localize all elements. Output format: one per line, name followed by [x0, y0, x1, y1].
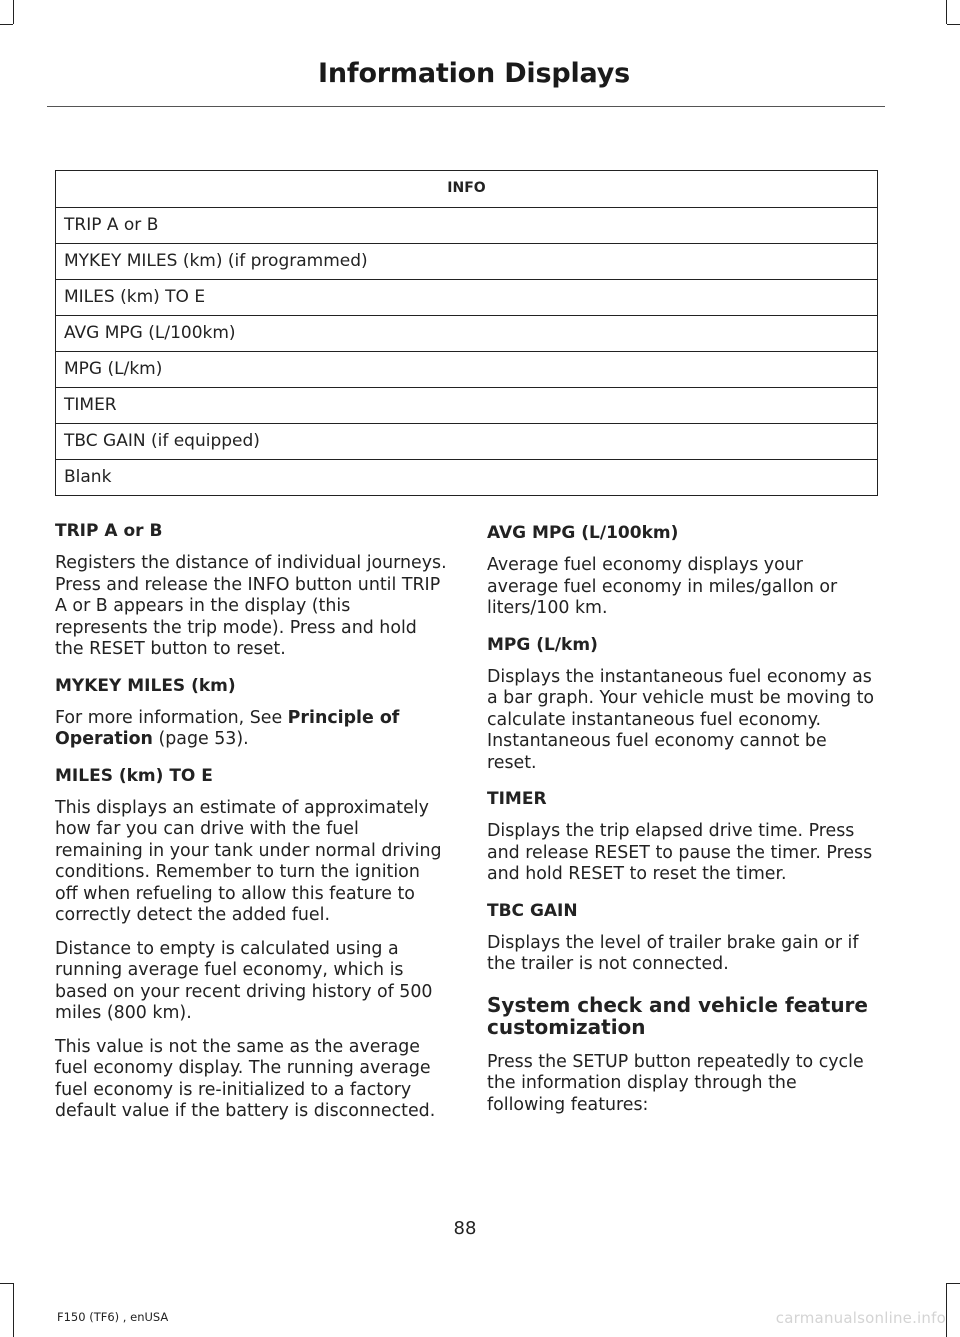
section-heading-trip: TRIP A or B [55, 521, 163, 541]
section-heading-tbc-gain: TBC GAIN [487, 900, 578, 921]
paragraph-dte-3: This value is not the same as the average fuel economy display. The running average fuel economy is re-initialized to a factory default value if the battery is disconnected. [55, 1036, 436, 1121]
mykey-text-pre: For more information, See [55, 707, 288, 728]
crop-mark-top-left-vertical [13, 0, 14, 24]
paragraph-dte-2: Distance to empty is calculated using a running average fuel economy, which is based on your recent driving history of 500 miles (800 km). [55, 938, 433, 1023]
section-heading-system-check: System check and vehicle feature customization [487, 992, 868, 1039]
table-row: AVG MPG (L/100km) [56, 315, 877, 351]
crop-mark-top-left-horizontal [0, 24, 13, 25]
table-row: MPG (L/km) [56, 351, 877, 387]
section-heading-timer: TIMER [487, 789, 547, 809]
paragraph-tbc-gain: Displays the level of trailer brake gain or if the trailer is not connected. [487, 932, 859, 974]
table-row: MILES (km) TO E [56, 279, 877, 315]
paragraph-mykey [55, 708, 447, 751]
paragraph-dte-1: This displays an estimate of approximately how far you can drive with the fuel remaining in your tank under normal driving conditions. Remember to turn the ignition off when refueling to allow this feature to correctly detect the added fuel. [55, 797, 442, 925]
paragraph-avg-mpg: Average fuel economy displays your average fuel economy in miles/gallon or liters/100 km. [487, 555, 838, 618]
crop-mark-bottom-left-horizontal [0, 1283, 13, 1284]
section-heading-distance-to-empty: MILES (km) TO E [55, 765, 213, 786]
crop-mark-bottom-left-vertical [13, 1283, 14, 1337]
paragraph-system-check: Press the SETUP button repeatedly to cycle the information display through the following features: [487, 1051, 864, 1115]
info-table [55, 170, 878, 496]
table-row: TBC GAIN (if equipped) [56, 423, 877, 459]
header-divider [47, 106, 885, 107]
info-table-heading: INFO [447, 180, 486, 196]
table-row: TIMER [56, 387, 877, 423]
footer-document-code: F150 (TF6) , enUSA [57, 1310, 169, 1324]
left-column [55, 520, 447, 1135]
page-number: 88 [453, 1218, 477, 1239]
paragraph-timer: Displays the trip elapsed drive time. Press and release RESET to pause the timer. Press and hold RESET to reset the timer. [487, 821, 873, 884]
watermark: carmanualsonline.info [775, 1309, 946, 1327]
crop-mark-top-right-vertical [946, 0, 947, 24]
section-heading-mpg: MPG (L/km) [487, 634, 598, 655]
page-title: Information Displays [318, 58, 630, 89]
paragraph-mpg: Displays the instantaneous fuel economy as a bar graph. Your vehicle must be moving to calculate instantaneous fuel economy. Instantaneous fuel economy cannot be reset. [487, 666, 875, 773]
mykey-text-post: (page 53). [152, 729, 249, 749]
crop-mark-top-right-horizontal [947, 24, 960, 25]
paragraph-trip: Registers the distance of individual journeys. Press and release the INFO button until TRIP A or B appears in the display (this represents the trip mode). Press and hold the RESET button to reset. [55, 553, 447, 659]
crop-mark-bottom-right-vertical [946, 1283, 947, 1337]
principle-of-operation-link[interactable]: Principle of Operation [55, 707, 400, 749]
crop-mark-bottom-right-horizontal [947, 1283, 960, 1284]
right-column [487, 522, 879, 1128]
table-row: Blank [56, 459, 877, 495]
section-heading-avg-mpg: AVG MPG (L/100km) [487, 523, 679, 543]
table-row: MYKEY MILES (km) (if programmed) [56, 243, 877, 279]
table-row: TRIP A or B [56, 207, 877, 243]
section-heading-mykey: MYKEY MILES (km) [55, 675, 236, 696]
